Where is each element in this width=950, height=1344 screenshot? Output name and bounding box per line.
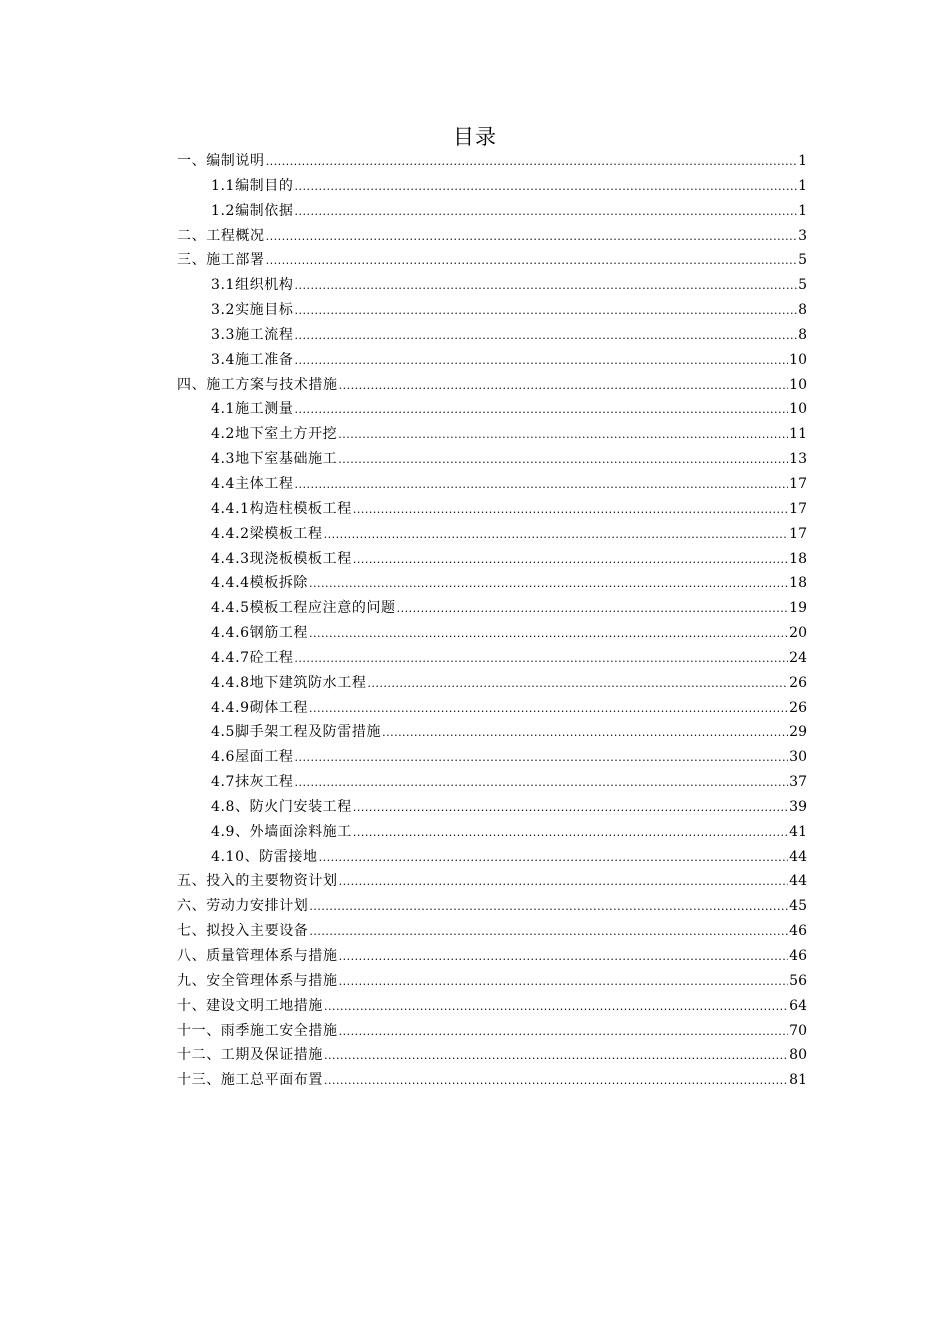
toc-entry[interactable] [177,969,807,994]
toc-dot-leader [367,672,788,697]
toc-dot-leader [338,448,788,473]
toc-page-number: 11 [789,426,807,443]
toc-entry[interactable] [177,795,807,820]
toc-entry[interactable] [177,621,807,646]
toc-dot-leader [294,200,797,225]
toc-page-number: 29 [789,724,807,741]
toc-page-number: 56 [789,972,807,989]
toc-entry[interactable] [177,248,807,273]
toc-page-number: 70 [789,1022,807,1039]
toc-entry-label: 4.4.5模板工程应注意的问题 [211,600,396,617]
toc-dot-leader [266,225,797,250]
toc-page-number: 17 [789,500,807,517]
toc-dot-leader [353,796,788,821]
toc-entry-label: 十三、施工总平面布置 [177,1072,323,1089]
toc-entry[interactable] [177,820,807,845]
toc-entry-label: 4.4主体工程 [211,475,294,492]
toc-dot-leader [294,746,788,771]
toc-page-number: 17 [789,475,807,492]
toc-page-number: 8 [798,326,807,343]
toc-page-number: 1 [798,153,807,169]
toc-page-number: 64 [789,997,807,1014]
toc-entry[interactable] [177,720,807,745]
toc-page-number: 10 [789,351,807,368]
toc-page-number: 1 [798,202,807,219]
toc-page-number: 44 [789,873,807,890]
toc-entry[interactable] [177,944,807,969]
toc-page-number: 19 [789,600,807,617]
toc-entry-label: 4.1施工测量 [211,401,294,418]
toc-entry[interactable] [177,845,807,870]
toc-entry-label: 九、安全管理体系与措施 [177,972,338,989]
toc-entry-label: 1.2编制依据 [211,202,294,219]
toc-dot-leader [353,821,788,846]
toc-entry[interactable] [177,323,807,348]
toc-dot-leader [338,423,788,448]
toc-entry[interactable] [177,174,807,199]
toc-page-number: 5 [798,277,807,294]
toc-entry-label: 六、劳动力安排计划 [177,898,309,915]
toc-entry[interactable] [177,348,807,373]
toc-entry-label: 十二、工期及保证措施 [177,1047,323,1064]
toc-entry-label: 三、施工部署 [177,252,265,269]
toc-page-number: 80 [789,1047,807,1064]
toc-entry[interactable] [177,472,807,497]
toc-entry[interactable] [177,522,807,547]
toc-dot-leader [309,622,788,647]
toc-dot-leader [294,647,788,672]
toc-entry-label: 4.8、防火门安装工程 [211,798,352,815]
toc-entry[interactable] [177,224,807,249]
toc-entry[interactable] [177,547,807,572]
toc-dot-leader [353,498,788,523]
toc-page-number: 24 [789,649,807,666]
toc-entry[interactable] [177,422,807,447]
toc-page-number: 39 [789,798,807,815]
toc-page-number: 10 [789,401,807,418]
toc-dot-leader [339,870,789,895]
toc-dot-leader [294,473,788,498]
toc-dot-leader [353,548,788,573]
toc-entry[interactable] [177,1019,807,1044]
toc-entry-label: 4.4.8地下建筑防水工程 [211,674,367,691]
toc-page-number: 81 [789,1072,807,1089]
toc-page-number: 1 [798,177,807,194]
toc-entry-label: 3.2实施目标 [211,302,294,319]
toc-entry[interactable] [177,919,807,944]
toc-entry[interactable] [177,199,807,224]
toc-dot-leader [294,771,788,796]
toc-page-number: 13 [789,451,807,468]
table-of-contents [177,149,807,1093]
toc-entry-label: 4.7抹灰工程 [211,774,294,791]
toc-page-number: 44 [789,848,807,865]
toc-dot-leader [309,920,788,945]
toc-dot-leader [339,945,789,970]
toc-entry-label: 3.1组织机构 [211,277,294,294]
toc-entry-label: 十、建设文明工地措施 [177,997,323,1014]
toc-dot-leader [339,1020,789,1045]
toc-entry-label: 4.6屋面工程 [211,749,294,766]
toc-entry[interactable] [177,1043,807,1068]
toc-page-number: 5 [798,252,807,269]
toc-page-number: 3 [798,227,807,244]
toc-entry-label: 4.4.9砌体工程 [211,699,309,716]
toc-page-number: 30 [789,749,807,766]
toc-dot-leader [294,398,788,423]
toc-entry[interactable] [177,745,807,770]
toc-dot-leader [397,597,789,622]
toc-entry[interactable] [177,447,807,472]
toc-entry[interactable] [177,397,807,422]
toc-page-number: 17 [789,525,807,542]
toc-entry-label: 八、质量管理体系与措施 [177,948,338,964]
toc-dot-leader [309,697,788,722]
toc-entry[interactable] [177,298,807,323]
toc-entry-label: 4.4.1构造柱模板工程 [211,500,352,517]
toc-page-number: 45 [789,898,807,915]
toc-dot-leader [324,1044,788,1069]
toc-page-number: 26 [789,674,807,691]
toc-entry-label: 4.4.2梁模板工程 [211,525,323,542]
toc-entry[interactable] [177,696,807,721]
toc-page-number: 20 [789,625,807,642]
toc-entry-label: 4.4.6钢筋工程 [211,625,309,642]
toc-entry-label: 4.4.7砼工程 [211,649,294,666]
toc-entry[interactable] [177,671,807,696]
toc-entry-label: 一、编制说明 [177,153,265,169]
toc-entry[interactable] [177,770,807,795]
page-title: 目录 [453,125,497,149]
toc-page-number: 8 [798,302,807,319]
toc-entry[interactable] [177,646,807,671]
toc-entry[interactable] [177,596,807,621]
toc-entry[interactable] [177,869,807,894]
toc-dot-leader [266,150,797,175]
toc-page-number: 41 [789,823,807,840]
toc-page-number: 18 [789,575,807,592]
toc-page-number: 46 [789,948,807,964]
toc-entry-label: 4.4.4模板拆除 [211,575,309,592]
toc-entry[interactable] [177,894,807,919]
toc-dot-leader [324,995,788,1020]
toc-dot-leader [294,324,797,349]
toc-dot-leader [294,274,797,299]
toc-dot-leader [309,572,788,597]
toc-dot-leader [324,523,789,548]
toc-entry-label: 十一、雨季施工安全措施 [177,1022,338,1039]
toc-dot-leader [324,1069,788,1094]
toc-entry-label: 4.4.3现浇板模板工程 [211,550,352,567]
toc-entry[interactable] [177,273,807,298]
toc-entry[interactable] [177,1068,807,1093]
toc-dot-leader [309,895,788,920]
toc-entry-label: 4.9、外墙面涂料施工 [211,823,352,840]
toc-dot-leader [294,175,797,200]
toc-entry[interactable] [177,497,807,522]
toc-dot-leader [294,349,788,374]
toc-dot-leader [266,249,797,274]
toc-page-number: 37 [789,774,807,791]
toc-entry-label: 1.1编制目的 [211,177,294,194]
toc-entry-label: 四、施工方案与技术措施 [177,376,338,393]
toc-dot-leader [319,846,789,871]
toc-dot-leader [382,721,788,746]
toc-dot-leader [294,299,797,324]
toc-entry[interactable] [177,571,807,596]
toc-page-number: 46 [789,923,807,940]
toc-page-number: 10 [789,376,807,393]
toc-entry-label: 4.3地下室基础施工 [211,451,338,468]
toc-entry[interactable] [177,373,807,398]
toc-page-number: 18 [789,550,807,567]
toc-dot-leader [339,970,789,995]
toc-page-number: 26 [789,699,807,716]
toc-dot-leader [339,374,789,399]
toc-entry-label: 二、工程概况 [177,227,265,244]
toc-entry-label: 七、拟投入主要设备 [177,923,309,940]
toc-entry-label: 3.4施工准备 [211,351,294,368]
toc-entry[interactable] [177,994,807,1019]
toc-entry-label: 五、投入的主要物资计划 [177,873,338,890]
toc-entry-label: 4.5脚手架工程及防雷措施 [211,724,382,741]
toc-entry-label: 4.2地下室土方开挖 [211,426,338,443]
toc-entry[interactable] [177,149,807,174]
toc-entry-label: 3.3施工流程 [211,326,294,343]
toc-entry-label: 4.10、防雷接地 [211,848,318,865]
